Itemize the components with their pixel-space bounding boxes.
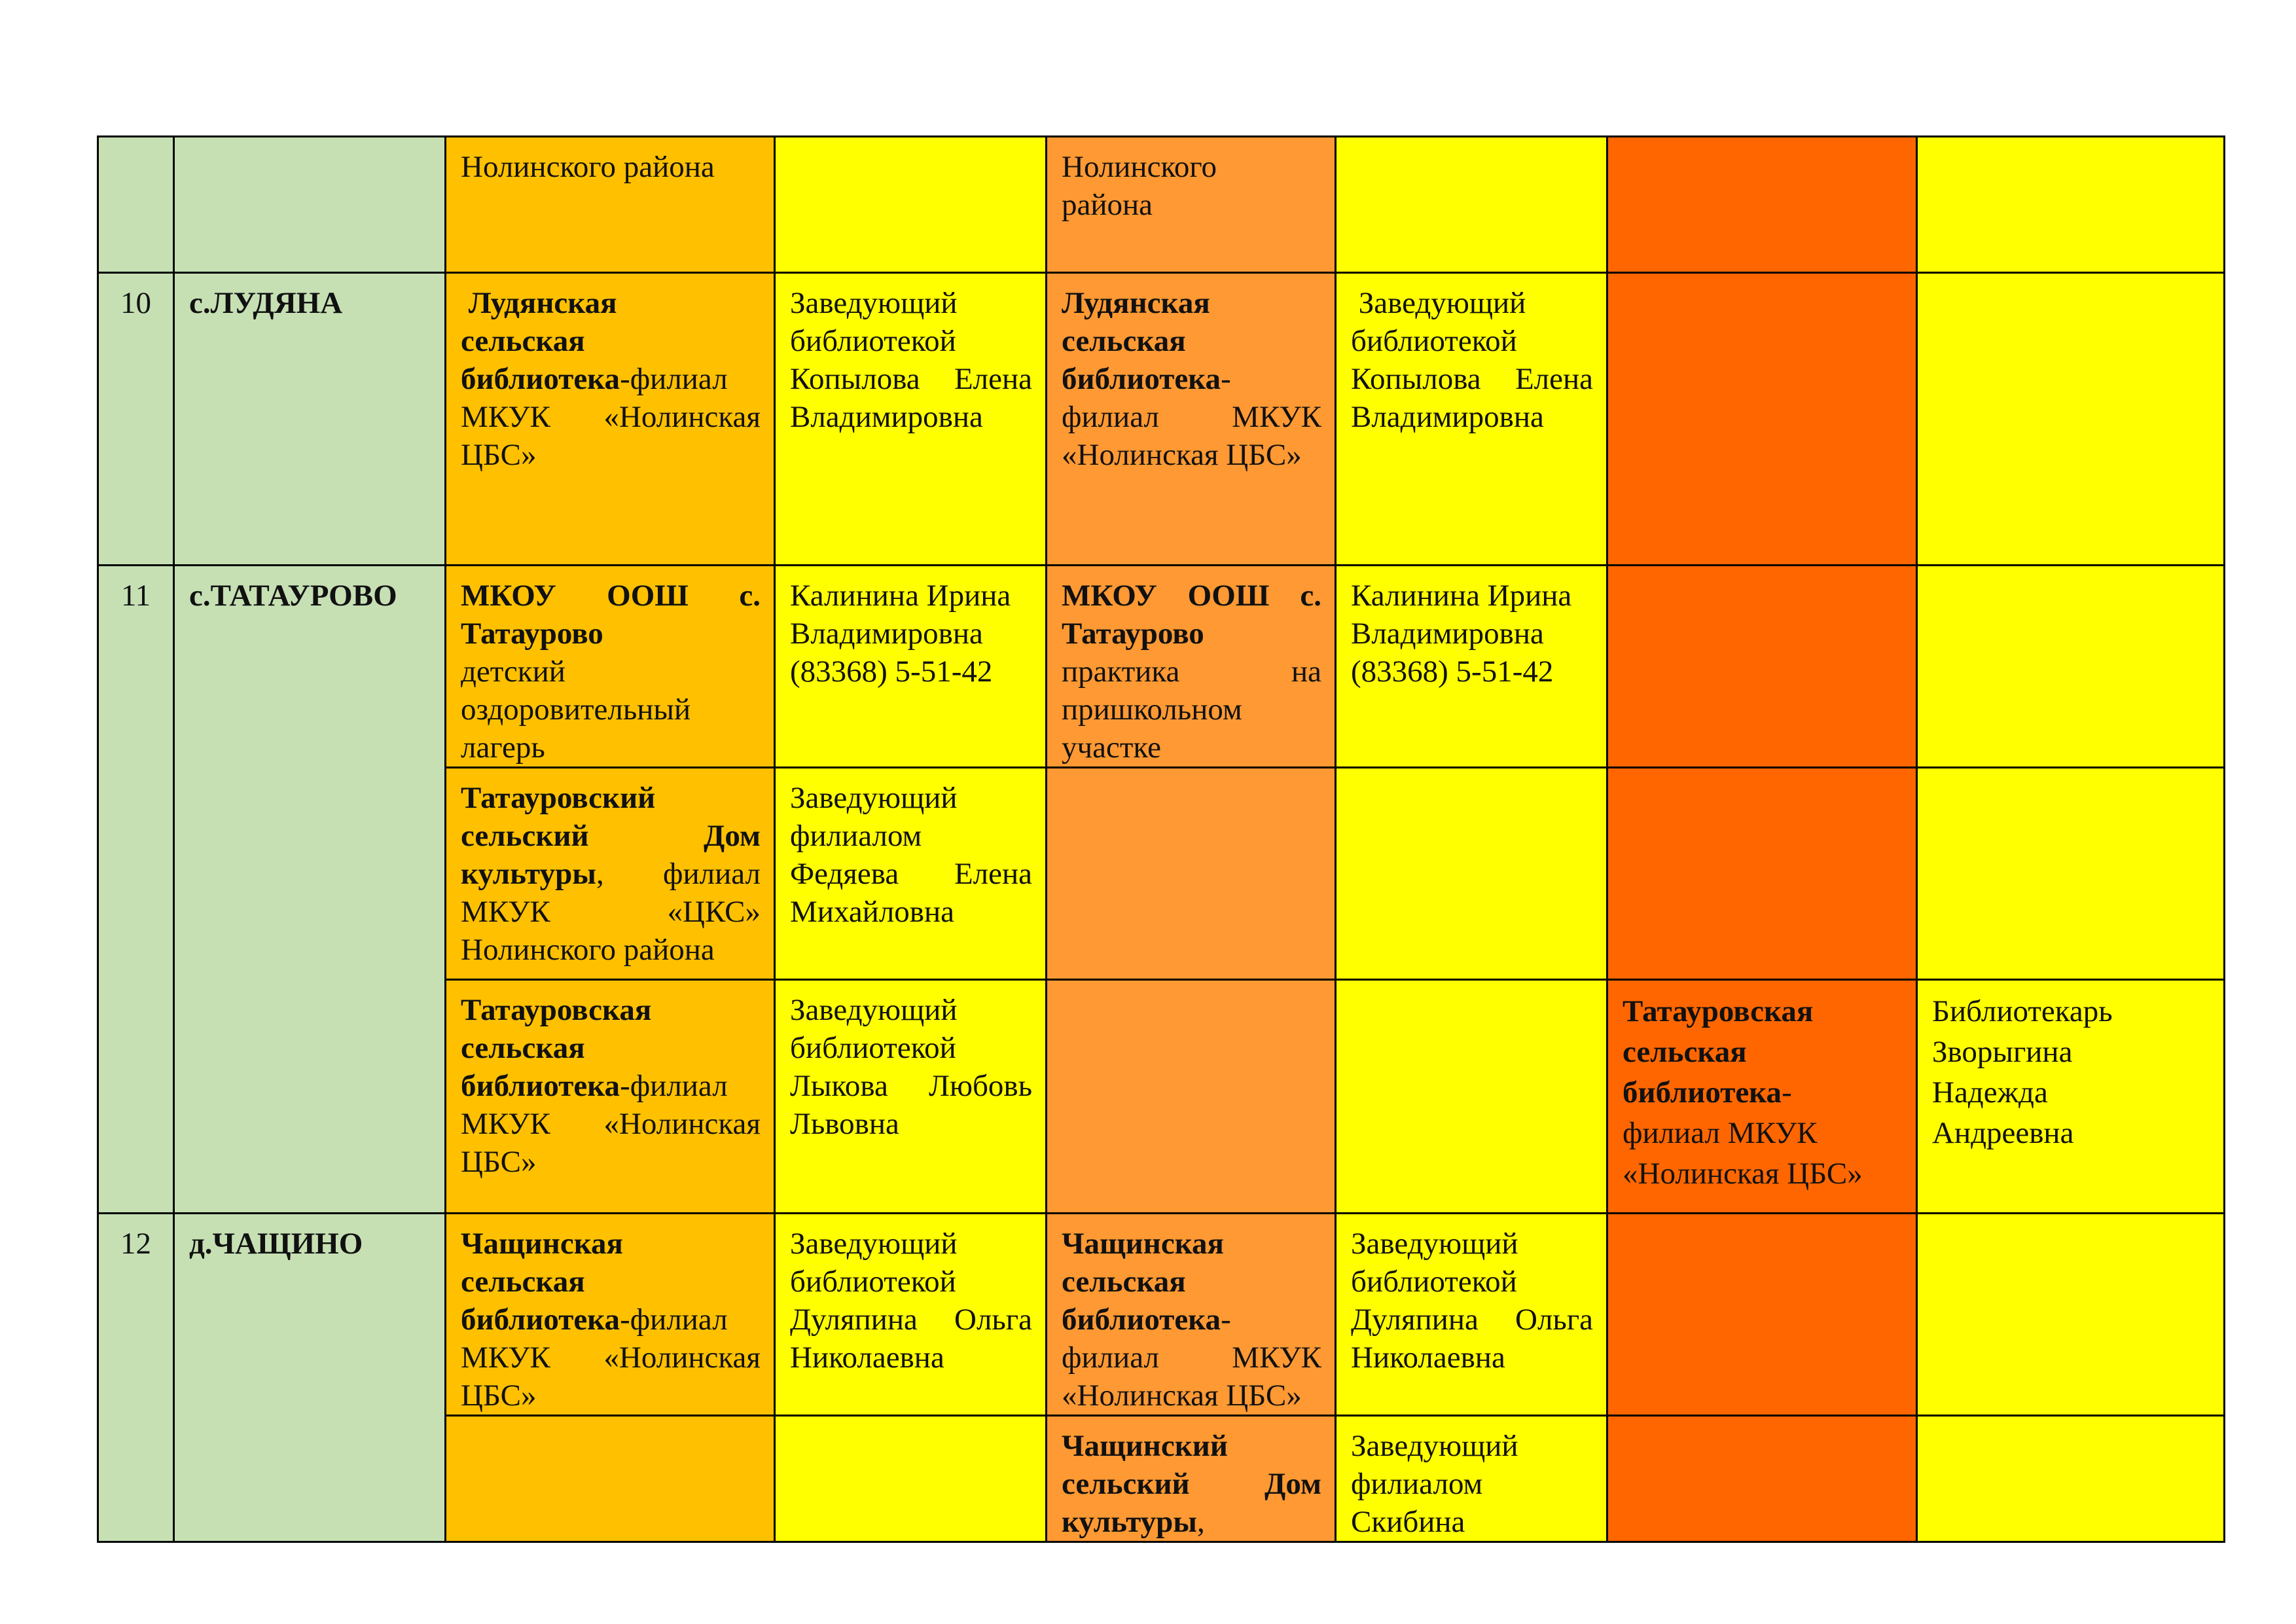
contact-cell: Заведующий филиалом Скибина [1336, 1416, 1607, 1542]
row-number-cell [98, 137, 174, 273]
institution-cell: Нолинского района [1047, 137, 1336, 273]
institution-cell: МКОУ ООШ с. Татаурово практика на пришкольном участке [1047, 566, 1336, 768]
contact-cell [1336, 768, 1607, 980]
institution-cell: Лудянская сельская библиотека-филиал МКУК «Нолинская ЦБС» [446, 273, 775, 566]
village-cell: с.ТАТАУРОВО [174, 566, 446, 1214]
contact-cell: Калинина Ирина Владимировна (83368) 5-51-42 [775, 566, 1047, 768]
institution-cell: Лудянская сельская библиотека- филиал МКУК «Нолинская ЦБС» [1047, 273, 1336, 566]
institution-cell [1607, 273, 1917, 566]
contact-cell [775, 1416, 1047, 1542]
row-number-cell: 11 [98, 566, 174, 1214]
village-cell: с.ЛУДЯНА [174, 273, 446, 566]
institution-cell [446, 1416, 775, 1542]
village-cell: д.ЧАЩИНО [174, 1214, 446, 1542]
institution-cell: Чащинская сельская библиотека-филиал МКУК «Нолинская ЦБС» [446, 1214, 775, 1416]
institution-cell [1047, 768, 1336, 980]
row-number-cell: 10 [98, 273, 174, 566]
schedule-table [97, 135, 2225, 1543]
contact-cell [1917, 1214, 2225, 1416]
contact-cell: Заведующий библиотекой Копылова Елена Владимировна [1336, 273, 1607, 566]
institution-cell: Чащинская сельская библиотека- филиал МКУК «Нолинская ЦБС» [1047, 1214, 1336, 1416]
contact-cell [1917, 768, 2225, 980]
institution-cell [1607, 1416, 1917, 1542]
contact-cell: Калинина Ирина Владимировна (83368) 5-51-42 [1336, 566, 1607, 768]
contact-cell: Заведующий библиотекой Лыкова Любовь Львовна [775, 980, 1047, 1214]
institution-cell: Татауровский сельский Дом культуры, филиал МКУК «ЦКС» Нолинского района [446, 768, 775, 980]
contact-cell: Заведующий библиотекой Копылова Елена Владимировна [775, 273, 1047, 566]
contact-cell [1917, 1416, 2225, 1542]
table-row [98, 137, 2225, 273]
contact-cell [775, 137, 1047, 273]
contact-cell [1336, 137, 1607, 273]
contact-cell: Заведующий библиотекой Дуляпина Ольга Николаевна [775, 1214, 1047, 1416]
institution-cell [1607, 137, 1917, 273]
contact-cell [1917, 137, 2225, 273]
institution-cell: Татауровская сельская библиотека- филиал МКУК «Нолинская ЦБС» [1607, 980, 1917, 1214]
table-row [98, 1214, 2225, 1416]
contact-cell [1336, 980, 1607, 1214]
institution-cell [1607, 1214, 1917, 1416]
institution-cell: МКОУ ООШ с. Татаурово детский оздоровительный лагерь [446, 566, 775, 768]
table-row [98, 566, 2225, 768]
table-row [98, 273, 2225, 566]
contact-cell: Библиотекарь Зворыгина Надежда Андреевна [1917, 980, 2225, 1214]
village-cell [174, 137, 446, 273]
institution-cell [1607, 768, 1917, 980]
institution-cell [1607, 566, 1917, 768]
contact-cell [1917, 273, 2225, 566]
institution-cell: Нолинского района [446, 137, 775, 273]
contact-cell: Заведующий библиотекой Дуляпина Ольга Николаевна [1336, 1214, 1607, 1416]
institution-cell [1047, 980, 1336, 1214]
contact-cell: Заведующий филиалом Федяева Елена Михайловна [775, 768, 1047, 980]
institution-cell: Чащинский сельский Дом культуры, [1047, 1416, 1336, 1542]
contact-cell [1917, 566, 2225, 768]
row-number-cell: 12 [98, 1214, 174, 1542]
institution-cell: Татауровская сельская библиотека-филиал МКУК «Нолинская ЦБС» [446, 980, 775, 1214]
